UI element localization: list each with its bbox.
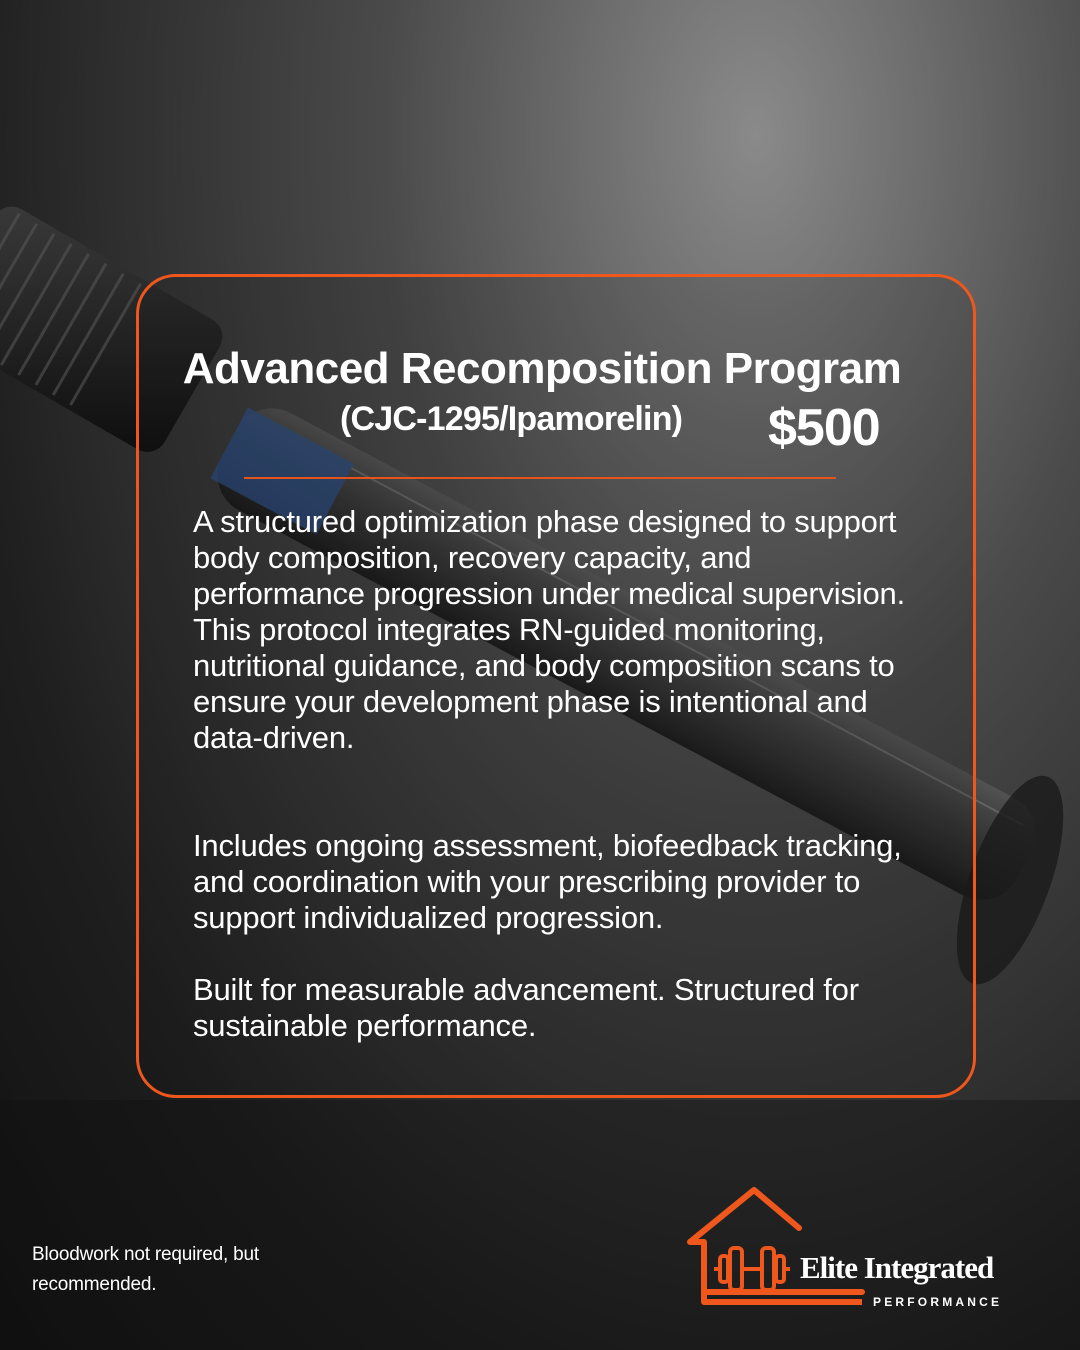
brand-name: Elite Integrated bbox=[800, 1250, 994, 1285]
program-title: Advanced Recomposition Program bbox=[182, 344, 902, 393]
includes-paragraph: Includes ongoing assessment, biofeedback tracking, and coordination with your prescribing provider to support individualized progression. bbox=[193, 828, 902, 935]
program-subtitle: (CJC-1295/Ipamorelin) bbox=[340, 400, 683, 438]
closing-paragraph: Built for measurable advancement. Structured for sustainable performance. bbox=[193, 972, 859, 1043]
brand-tagline: PERFORMANCE bbox=[873, 1295, 1003, 1309]
price-label: $500 bbox=[768, 399, 880, 457]
dumbbell-icon bbox=[714, 1248, 790, 1290]
description-paragraph: A structured optimization phase designed to support body composition, recovery capacity, and performance progression under medical supervision. This protocol integrates RN-guided monitoring, nutritional guidance, and body composition scans to ensure your development phase is intentional and data-driven. bbox=[193, 504, 905, 755]
title-divider bbox=[244, 477, 836, 479]
bloodwork-footnote: Bloodwork not required, but recommended. bbox=[32, 1244, 259, 1295]
